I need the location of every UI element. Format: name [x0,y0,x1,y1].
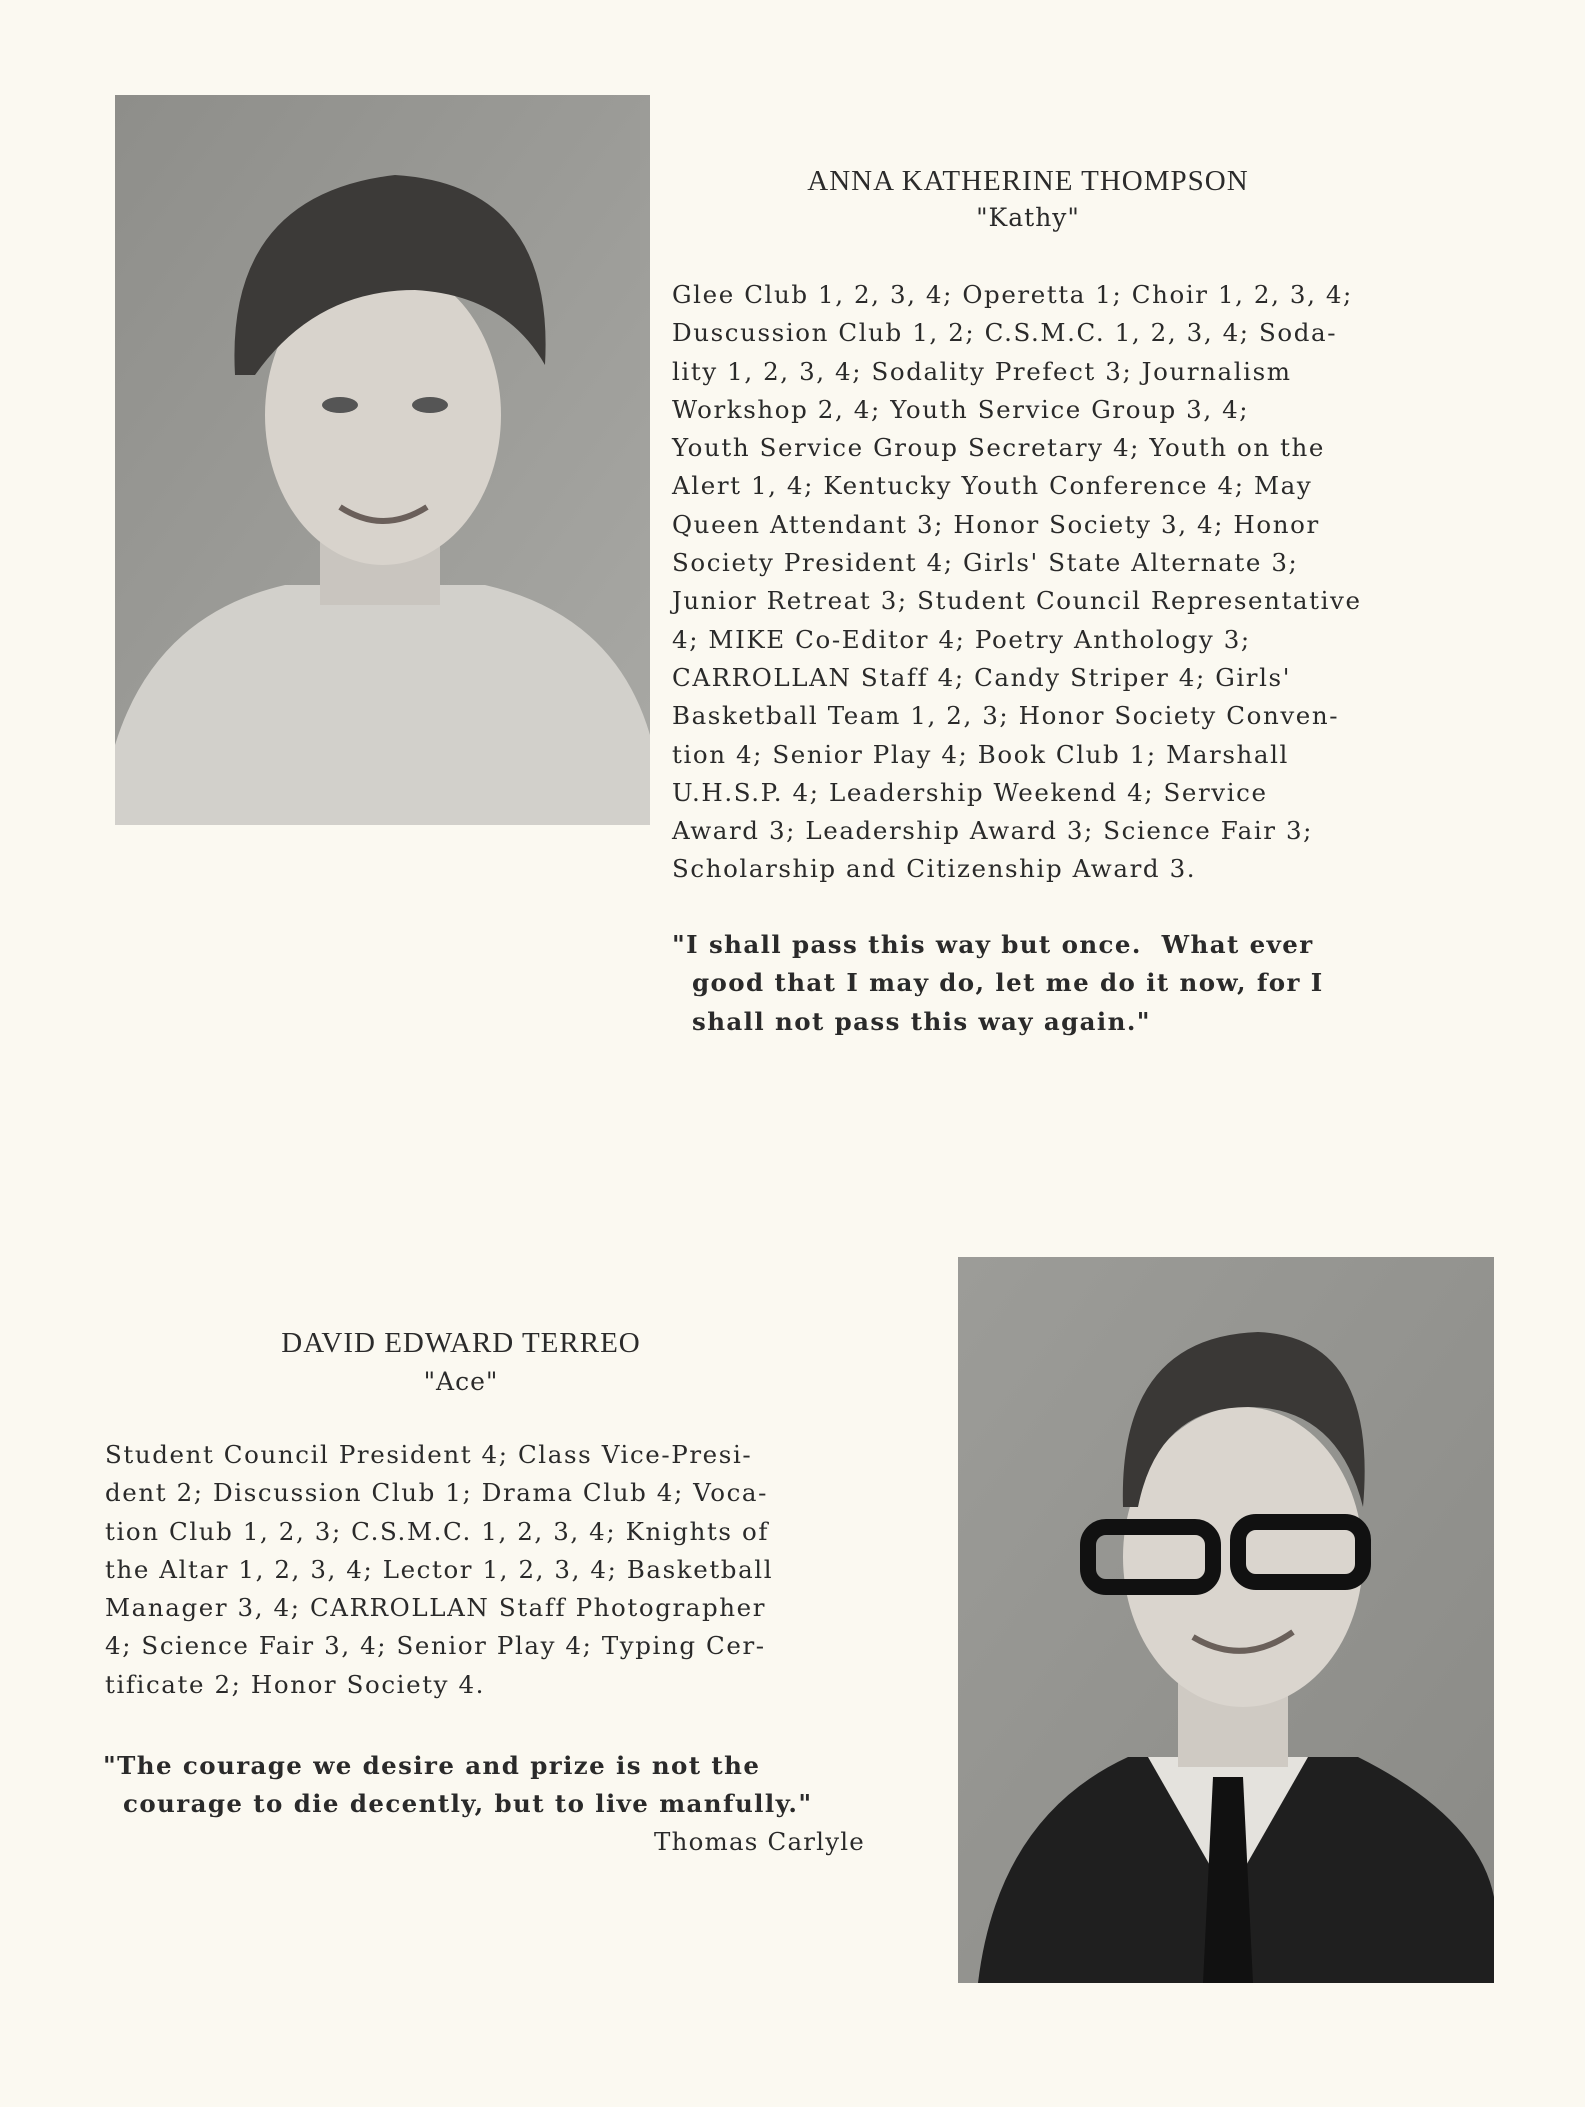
quote-line: shall not pass this way again." [692,1006,1151,1036]
activities-line: 4; MIKE Co-Editor 4; Poetry Anthology 3; [672,624,1251,654]
activities-line: Alert 1, 4; Kentucky Youth Conference 4; May [672,471,1313,501]
activities-line: CARROLLAN Staff 4; Candy Striper 4; Girls' [672,662,1292,692]
activities-line: tion Club 1, 2, 3; C.S.M.C. 1, 2, 3, 4; Knights of [105,1516,769,1546]
activities-line: U.H.S.P. 4; Leadership Weekend 4; Service [672,777,1268,807]
activities-line: Glee Club 1, 2, 3, 4; Operetta 1; Choir 1, 2, 3, 4; [672,280,1353,309]
activities-line: Basketball Team 1, 2, 3; Honor Society Conven- [672,701,1340,731]
activities-line: Society President 4; Girls' State Alternate 3; [672,548,1299,578]
activities-line: Junior Retreat 3; Student Council Representative [672,586,1362,616]
activities-line: dent 2; Discussion Club 1; Drama Club 4; Voca- [105,1478,768,1508]
activities-line: Duscussion Club 1, 2; C.S.M.C. 1, 2, 3, 4; Soda- [672,318,1338,348]
activities-line: Manager 3, 4; CARROLLAN Staff Photographer [105,1593,767,1623]
senior-quote [103,1747,813,1824]
student-photo-terreo [958,1257,1494,1983]
student-photo-thompson [115,95,650,825]
quote-line: good that I may do, let me do it now, for I [692,968,1324,998]
student-name: ANNA KATHERINE THOMPSON [807,165,1249,197]
senior-quote [672,926,1324,1041]
student-name: DAVID EDWARD TERREO [281,1327,641,1359]
student-nickname: "Kathy" [976,203,1080,232]
activities-line: Scholarship and Citizenship Award 3. [672,854,1197,884]
quote-line: "The courage we desire and prize is not the [103,1751,761,1780]
activities-line: lity 1, 2, 3, 4; Sodality Prefect 3; Journalism [672,356,1292,386]
activities-line: tion 4; Senior Play 4; Book Club 1; Marshall [672,739,1289,769]
quote-line: courage to die decently, but to live manfully." [123,1789,813,1819]
activities-list [672,276,1362,889]
activities-line: Youth Service Group Secretary 4; Youth on the [672,433,1326,463]
quote-line: "I shall pass this way but once. What ever [672,930,1314,959]
activities-line: Student Council President 4; Class Vice-Presi- [105,1440,753,1469]
activities-line: the Altar 1, 2, 3, 4; Lector 1, 2, 3, 4; Basketball [105,1554,774,1584]
quote-author: Thomas Carlyle [654,1827,865,1856]
activities-line: Queen Attendant 3; Honor Society 3, 4; Honor [672,509,1320,539]
student-nickname: "Ace" [423,1367,499,1396]
activities-line: Award 3; Leadership Award 3; Science Fair 3; [672,816,1314,846]
activities-line: Workshop 2, 4; Youth Service Group 3, 4; [672,394,1250,424]
activities-line: 4; Science Fair 3, 4; Senior Play 4; Typing Cer- [105,1631,766,1661]
activities-line: tificate 2; Honor Society 4. [105,1669,486,1699]
activities-list [105,1436,773,1704]
